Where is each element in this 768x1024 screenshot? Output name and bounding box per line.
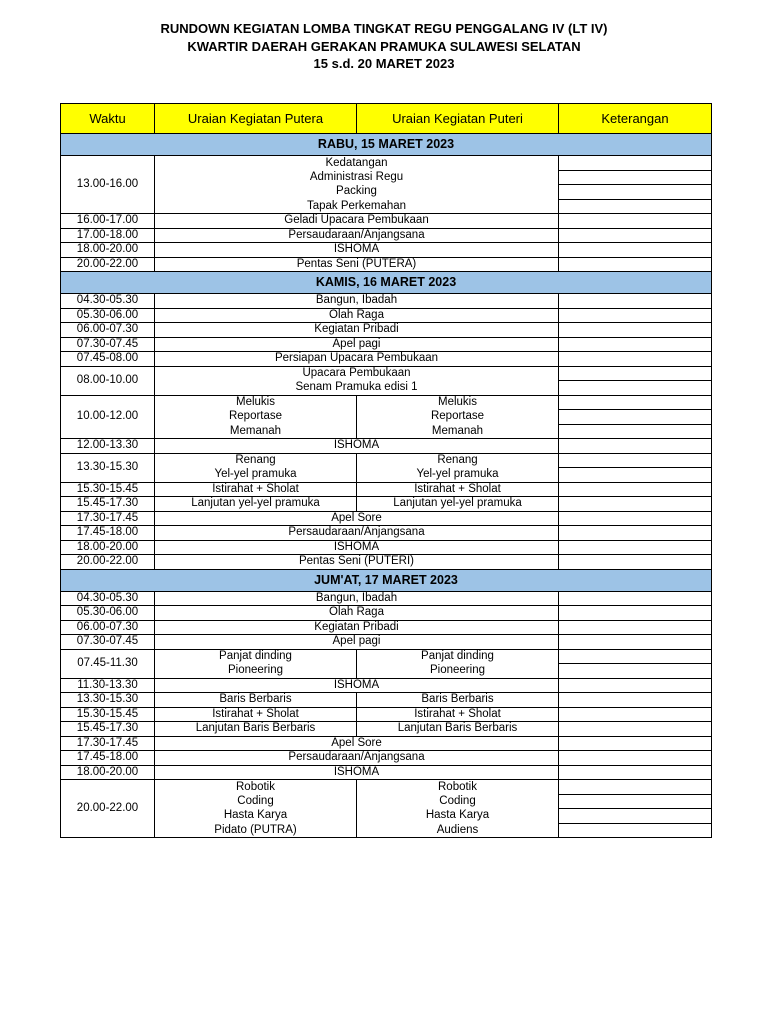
putera-activity-cell: Istirahat + Sholat [155, 707, 357, 722]
time-cell: 07.30-07.45 [61, 635, 155, 650]
keterangan-cell [559, 424, 712, 439]
schedule-row [61, 308, 712, 323]
schedule-row [61, 780, 712, 795]
joint-activity-cell: ISHOMA [155, 678, 559, 693]
doc-date-range: 15 s.d. 20 MARET 2023 [313, 56, 455, 71]
keterangan-cell [559, 185, 712, 200]
keterangan-cell [559, 722, 712, 737]
time-cell: 17.45-18.00 [61, 526, 155, 541]
keterangan-cell [559, 410, 712, 425]
keterangan-cell [559, 294, 712, 309]
joint-activity-cell: Pentas Seni (PUTERI) [155, 555, 559, 570]
putera-activity-cell: Istirahat + Sholat [155, 482, 357, 497]
keterangan-cell [559, 453, 712, 468]
schedule-row [61, 765, 712, 780]
putera-activity-cell: Robotik [155, 780, 357, 795]
schedule-row [61, 707, 712, 722]
time-cell: 04.30-05.30 [61, 591, 155, 606]
time-cell: 08.00-10.00 [61, 366, 155, 395]
joint-activity-cell: Persaudaraan/Anjangsana [155, 526, 559, 541]
schedule-row [61, 591, 712, 606]
keterangan-cell [559, 214, 712, 229]
joint-activity-cell: Apel pagi [155, 635, 559, 650]
schedule-row [61, 228, 712, 243]
schedule-row [61, 809, 712, 824]
time-cell: 05.30-06.00 [61, 606, 155, 621]
schedule-row [61, 540, 712, 555]
time-cell: 05.30-06.00 [61, 308, 155, 323]
schedule-row [61, 482, 712, 497]
puteri-activity-cell: Coding [357, 794, 559, 809]
keterangan-cell [559, 497, 712, 512]
putera-activity-cell: Pidato (PUTRA) [155, 823, 357, 838]
time-cell: 20.00-22.00 [61, 555, 155, 570]
time-cell: 20.00-22.00 [61, 780, 155, 838]
col-waktu: Waktu [61, 104, 155, 134]
keterangan-cell [559, 323, 712, 338]
joint-activity-cell: ISHOMA [155, 439, 559, 454]
keterangan-cell [559, 606, 712, 621]
putera-activity-cell: Memanah [155, 424, 357, 439]
schedule-row [61, 352, 712, 367]
puteri-activity-cell: Yel-yel pramuka [357, 468, 559, 483]
putera-activity-cell: Melukis [155, 395, 357, 410]
joint-activity-cell: Upacara Pembukaan [155, 366, 559, 381]
joint-activity-cell: Kegiatan Pribadi [155, 620, 559, 635]
schedule-row [61, 736, 712, 751]
keterangan-cell [559, 308, 712, 323]
puteri-activity-cell: Reportase [357, 410, 559, 425]
schedule-row [61, 185, 712, 200]
keterangan-cell [559, 809, 712, 824]
keterangan-cell [559, 257, 712, 272]
keterangan-cell [559, 526, 712, 541]
time-cell: 17.30-17.45 [61, 511, 155, 526]
time-cell: 10.00-12.00 [61, 395, 155, 439]
puteri-activity-cell: Renang [357, 453, 559, 468]
time-cell: 17.00-18.00 [61, 228, 155, 243]
time-cell: 04.30-05.30 [61, 294, 155, 309]
keterangan-cell [559, 635, 712, 650]
keterangan-cell [559, 243, 712, 258]
keterangan-cell [559, 395, 712, 410]
joint-activity-cell: Pentas Seni (PUTERA) [155, 257, 559, 272]
schedule-row [61, 323, 712, 338]
puteri-activity-cell: Baris Berbaris [357, 693, 559, 708]
puteri-activity-cell: Pioneering [357, 664, 559, 679]
time-cell: 11.30-13.30 [61, 678, 155, 693]
keterangan-cell [559, 468, 712, 483]
keterangan-cell [559, 794, 712, 809]
schedule-row [61, 468, 712, 483]
time-cell: 13.00-16.00 [61, 156, 155, 214]
schedule-row [61, 439, 712, 454]
putera-activity-cell: Hasta Karya [155, 809, 357, 824]
keterangan-cell [559, 751, 712, 766]
putera-activity-cell: Renang [155, 453, 357, 468]
schedule-row [61, 337, 712, 352]
day-header-row [61, 272, 712, 294]
schedule-row [61, 243, 712, 258]
time-cell: 20.00-22.00 [61, 257, 155, 272]
schedule-row [61, 170, 712, 185]
keterangan-cell [559, 170, 712, 185]
keterangan-cell [559, 540, 712, 555]
schedule-row [61, 722, 712, 737]
time-cell: 18.00-20.00 [61, 540, 155, 555]
joint-activity-cell: Kedatangan [155, 156, 559, 171]
schedule-row [61, 366, 712, 381]
joint-activity-cell: Bangun, Ibadah [155, 591, 559, 606]
keterangan-cell [559, 439, 712, 454]
keterangan-cell [559, 228, 712, 243]
day-header-row [61, 569, 712, 591]
schedule-row [61, 511, 712, 526]
keterangan-cell [559, 765, 712, 780]
schedule-row [61, 794, 712, 809]
keterangan-cell [559, 707, 712, 722]
keterangan-cell [559, 337, 712, 352]
putera-activity-cell: Coding [155, 794, 357, 809]
day-label: RABU, 15 MARET 2023 [61, 134, 712, 156]
joint-activity-cell: Kegiatan Pribadi [155, 323, 559, 338]
keterangan-cell [559, 693, 712, 708]
schedule-row [61, 664, 712, 679]
schedule-row [61, 497, 712, 512]
keterangan-cell [559, 649, 712, 664]
time-cell: 15.30-15.45 [61, 482, 155, 497]
schedule-row [61, 381, 712, 396]
puteri-activity-cell: Melukis [357, 395, 559, 410]
joint-activity-cell: Tapak Perkemahan [155, 199, 559, 214]
puteri-activity-cell: Lanjutan yel-yel pramuka [357, 497, 559, 512]
puteri-activity-cell: Istirahat + Sholat [357, 707, 559, 722]
keterangan-cell [559, 620, 712, 635]
keterangan-cell [559, 780, 712, 795]
joint-activity-cell: Administrasi Regu [155, 170, 559, 185]
joint-activity-cell: Senam Pramuka edisi 1 [155, 381, 559, 396]
doc-subtitle: KWARTIR DAERAH GERAKAN PRAMUKA SULAWESI SELATAN [187, 39, 581, 54]
header-row [61, 104, 712, 134]
col-putera: Uraian Kegiatan Putera [155, 104, 357, 134]
time-cell: 16.00-17.00 [61, 214, 155, 229]
schedule-row [61, 156, 712, 171]
schedule-row [61, 635, 712, 650]
schedule-row [61, 214, 712, 229]
keterangan-cell [559, 156, 712, 171]
keterangan-cell [559, 591, 712, 606]
putera-activity-cell: Lanjutan Baris Berbaris [155, 722, 357, 737]
schedule-row [61, 678, 712, 693]
puteri-activity-cell: Lanjutan Baris Berbaris [357, 722, 559, 737]
joint-activity-cell: Packing [155, 185, 559, 200]
keterangan-cell [559, 199, 712, 214]
putera-activity-cell: Lanjutan yel-yel pramuka [155, 497, 357, 512]
schedule-row [61, 199, 712, 214]
day-header-row [61, 134, 712, 156]
keterangan-cell [559, 511, 712, 526]
schedule-row [61, 424, 712, 439]
keterangan-cell [559, 352, 712, 367]
joint-activity-cell: Apel pagi [155, 337, 559, 352]
putera-activity-cell: Panjat dinding [155, 649, 357, 664]
keterangan-cell [559, 381, 712, 396]
keterangan-cell [559, 366, 712, 381]
col-puteri: Uraian Kegiatan Puteri [357, 104, 559, 134]
joint-activity-cell: Apel Sore [155, 736, 559, 751]
schedule-row [61, 410, 712, 425]
puteri-activity-cell: Audiens [357, 823, 559, 838]
joint-activity-cell: ISHOMA [155, 243, 559, 258]
keterangan-cell [559, 555, 712, 570]
puteri-activity-cell: Istirahat + Sholat [357, 482, 559, 497]
puteri-activity-cell: Panjat dinding [357, 649, 559, 664]
keterangan-cell [559, 482, 712, 497]
time-cell: 07.30-07.45 [61, 337, 155, 352]
time-cell: 07.45-08.00 [61, 352, 155, 367]
day-label: KAMIS, 16 MARET 2023 [61, 272, 712, 294]
time-cell: 15.45-17.30 [61, 722, 155, 737]
schedule-row [61, 294, 712, 309]
putera-activity-cell: Pioneering [155, 664, 357, 679]
joint-activity-cell: Persiapan Upacara Pembukaan [155, 352, 559, 367]
time-cell: 12.00-13.30 [61, 439, 155, 454]
schedule-body [61, 134, 712, 838]
joint-activity-cell: Apel Sore [155, 511, 559, 526]
joint-activity-cell: ISHOMA [155, 540, 559, 555]
doc-title: RUNDOWN KEGIATAN LOMBA TINGKAT REGU PENGGALANG IV (LT IV) [160, 21, 608, 36]
keterangan-cell [559, 678, 712, 693]
time-cell: 07.45-11.30 [61, 649, 155, 678]
day-label: JUM'AT, 17 MARET 2023 [61, 569, 712, 591]
time-cell: 06.00-07.30 [61, 620, 155, 635]
schedule-row [61, 606, 712, 621]
puteri-activity-cell: Robotik [357, 780, 559, 795]
schedule-row [61, 453, 712, 468]
puteri-activity-cell: Hasta Karya [357, 809, 559, 824]
joint-activity-cell: Bangun, Ibadah [155, 294, 559, 309]
schedule-row [61, 555, 712, 570]
schedule-row [61, 823, 712, 838]
schedule-row [61, 257, 712, 272]
joint-activity-cell: ISHOMA [155, 765, 559, 780]
joint-activity-cell: Olah Raga [155, 308, 559, 323]
schedule-row [61, 751, 712, 766]
col-keterangan: Keterangan [559, 104, 712, 134]
time-cell: 18.00-20.00 [61, 243, 155, 258]
putera-activity-cell: Baris Berbaris [155, 693, 357, 708]
puteri-activity-cell: Memanah [357, 424, 559, 439]
joint-activity-cell: Persaudaraan/Anjangsana [155, 751, 559, 766]
time-cell: 17.30-17.45 [61, 736, 155, 751]
keterangan-cell [559, 736, 712, 751]
time-cell: 13.30-15.30 [61, 453, 155, 482]
time-cell: 15.45-17.30 [61, 497, 155, 512]
schedule-row [61, 620, 712, 635]
schedule-table [60, 103, 712, 838]
time-cell: 06.00-07.30 [61, 323, 155, 338]
time-cell: 15.30-15.45 [61, 707, 155, 722]
schedule-row [61, 649, 712, 664]
schedule-row [61, 526, 712, 541]
schedule-row [61, 693, 712, 708]
time-cell: 17.45-18.00 [61, 751, 155, 766]
keterangan-cell [559, 823, 712, 838]
putera-activity-cell: Yel-yel pramuka [155, 468, 357, 483]
schedule-row [61, 395, 712, 410]
joint-activity-cell: Persaudaraan/Anjangsana [155, 228, 559, 243]
time-cell: 13.30-15.30 [61, 693, 155, 708]
joint-activity-cell: Olah Raga [155, 606, 559, 621]
joint-activity-cell: Geladi Upacara Pembukaan [155, 214, 559, 229]
time-cell: 18.00-20.00 [61, 765, 155, 780]
keterangan-cell [559, 664, 712, 679]
putera-activity-cell: Reportase [155, 410, 357, 425]
